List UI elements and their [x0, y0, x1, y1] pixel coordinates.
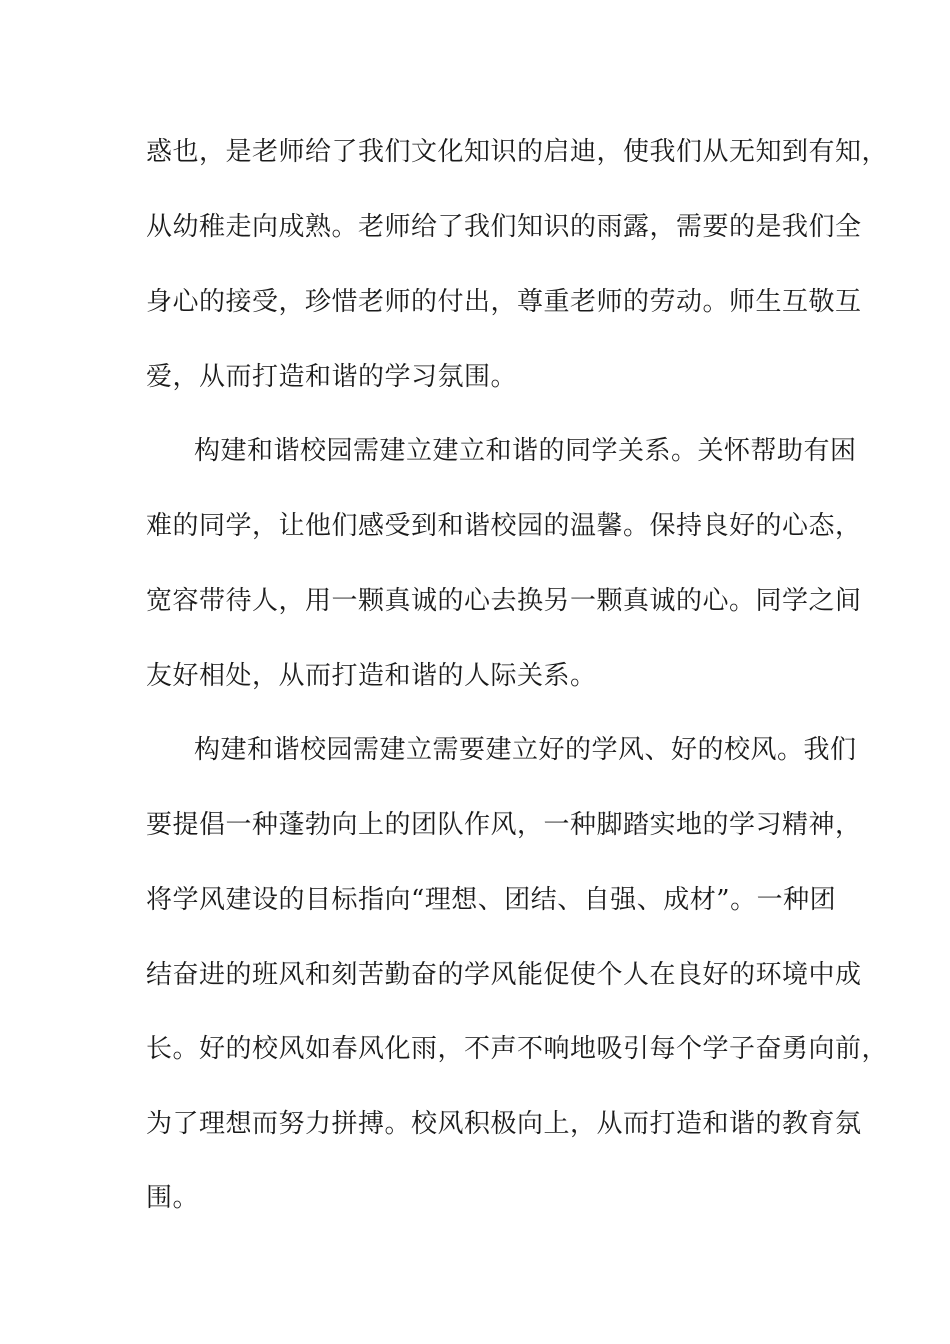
- text-line: 爱，从而打造和谐的学习氛围。: [146, 362, 518, 392]
- text-line: 宽容带待人，用一颗真诚的心去换另一颗真诚的心。同学之间: [146, 586, 862, 616]
- paragraph-first-line: 构建和谐校园需建立建立和谐的同学关系。关怀帮助有困: [194, 436, 857, 466]
- text-line: 难的同学，让他们感受到和谐校园的温馨。保持良好的心态，: [146, 511, 862, 541]
- text-line: 为了理想而努力拼搏。校风积极向上，从而打造和谐的教育氛: [146, 1109, 862, 1139]
- text-line: 围。: [146, 1183, 200, 1213]
- text-line: 结奋进的班风和刻苦勤奋的学风能促使个人在良好的环境中成: [146, 960, 862, 990]
- text-line: 友好相处，从而打造和谐的人际关系。: [146, 661, 597, 691]
- text-line: 要提倡一种蓬勃向上的团队作风，一种脚踏实地的学习精神，: [146, 810, 862, 840]
- text-line: 长。好的校风如春风化雨，不声不响地吸引每个学子奋勇向前，: [146, 1034, 889, 1064]
- text-line: 将学风建设的目标指向“理想、团结、自强、成材”。一种团: [146, 885, 837, 915]
- text-line: 身心的接受，珍惜老师的付出，尊重老师的劳动。师生互敬互: [146, 287, 862, 317]
- paragraph-first-line: 构建和谐校园需建立需要建立好的学风、好的校风。我们: [194, 735, 857, 765]
- text-line: 从幼稚走向成熟。老师给了我们知识的雨露，需要的是我们全: [146, 212, 862, 242]
- text-line: 惑也，是老师给了我们文化知识的启迪，使我们从无知到有知，: [146, 137, 889, 167]
